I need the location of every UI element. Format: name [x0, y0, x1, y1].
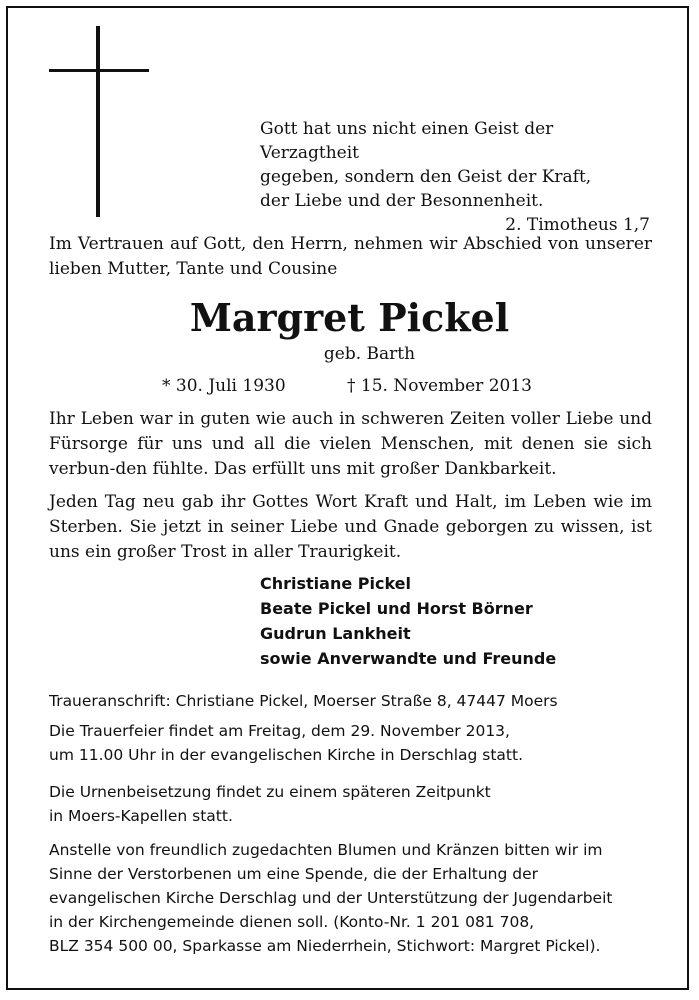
mourner-name: Beate Pickel und Horst Börner: [260, 599, 533, 618]
donation-line: Sinne der Verstorbenen um eine Spende, die der Erhaltung der: [49, 865, 539, 883]
verse-reference: 2. Timotheus 1,7: [505, 215, 650, 235]
mourner-name: Christiane Pickel: [260, 574, 412, 593]
service-line: um 11.00 Uhr in der evangelischen Kirche in Derschlag statt.: [49, 746, 524, 764]
life-paragraph: Ihr Leben war in guten wie auch in schweren Zeiten voller Liebe und Fürsorge für uns und all die vielen Menschen, mit denen sie sich verbun-den fühlte. Das erfüllt uns mit großer Dankbarkeit.: [49, 409, 652, 479]
urn-burial-info: [49, 780, 659, 828]
service-line: Die Trauerfeier findet am Freitag, dem 29. November 2013,: [49, 722, 510, 740]
donation-line: in der Kirchengemeinde dienen soll. (Konto-Nr. 1 201 081 708,: [49, 913, 535, 931]
verse-line: gegeben, sondern den Geist der Kraft,: [260, 167, 592, 187]
mourners-list: [260, 571, 556, 671]
verse-line: der Liebe und der Besonnenheit.: [260, 191, 544, 211]
urn-line: Die Urnenbeisetzung findet zu einem späteren Zeitpunkt: [49, 783, 491, 801]
deceased-name: Margret Pickel: [189, 295, 510, 340]
donation-line: BLZ 354 500 00, Sparkasse am Niederrhein, Stichwort: Margret Pickel).: [49, 937, 601, 955]
mourning-address: Traueranschrift: Christiane Pickel, Moerser Straße 8, 47447 Moers: [49, 692, 558, 710]
bible-verse: [260, 117, 650, 237]
death-date: † 15. November 2013: [347, 376, 532, 396]
donation-line: Anstelle von freundlich zugedachten Blumen und Kränzen bitten wir im: [49, 841, 603, 859]
birth-date: * 30. Juli 1930: [162, 376, 286, 396]
funeral-service-info: [49, 719, 659, 767]
cross-horizontal-bar: [49, 69, 149, 72]
mourner-name: Gudrun Lankheit: [260, 624, 411, 643]
maiden-name: geb. Barth: [323, 344, 416, 364]
intro-text: Im Vertrauen auf Gott, den Herrn, nehmen wir Abschied von unserer lieben Mutter, Tante und Cousine: [49, 234, 652, 279]
verse-line: Gott hat uns nicht einen Geist der Verzagtheit: [260, 119, 554, 163]
cross-vertical-bar: [96, 26, 100, 217]
urn-line: in Moers-Kapellen statt.: [49, 807, 233, 825]
donation-info: [49, 838, 659, 958]
mourner-name: sowie Anverwandte und Freunde: [260, 649, 557, 668]
faith-paragraph: Jeden Tag neu gab ihr Gottes Wort Kraft und Halt, im Leben wie im Sterben. Sie jetzt in seiner Liebe und Gnade geborgen zu wissen, ist uns ein großer Trost in aller Traurigkeit.: [49, 492, 652, 562]
donation-line: evangelischen Kirche Derschlag und der Unterstützung der Jugendarbeit: [49, 889, 613, 907]
